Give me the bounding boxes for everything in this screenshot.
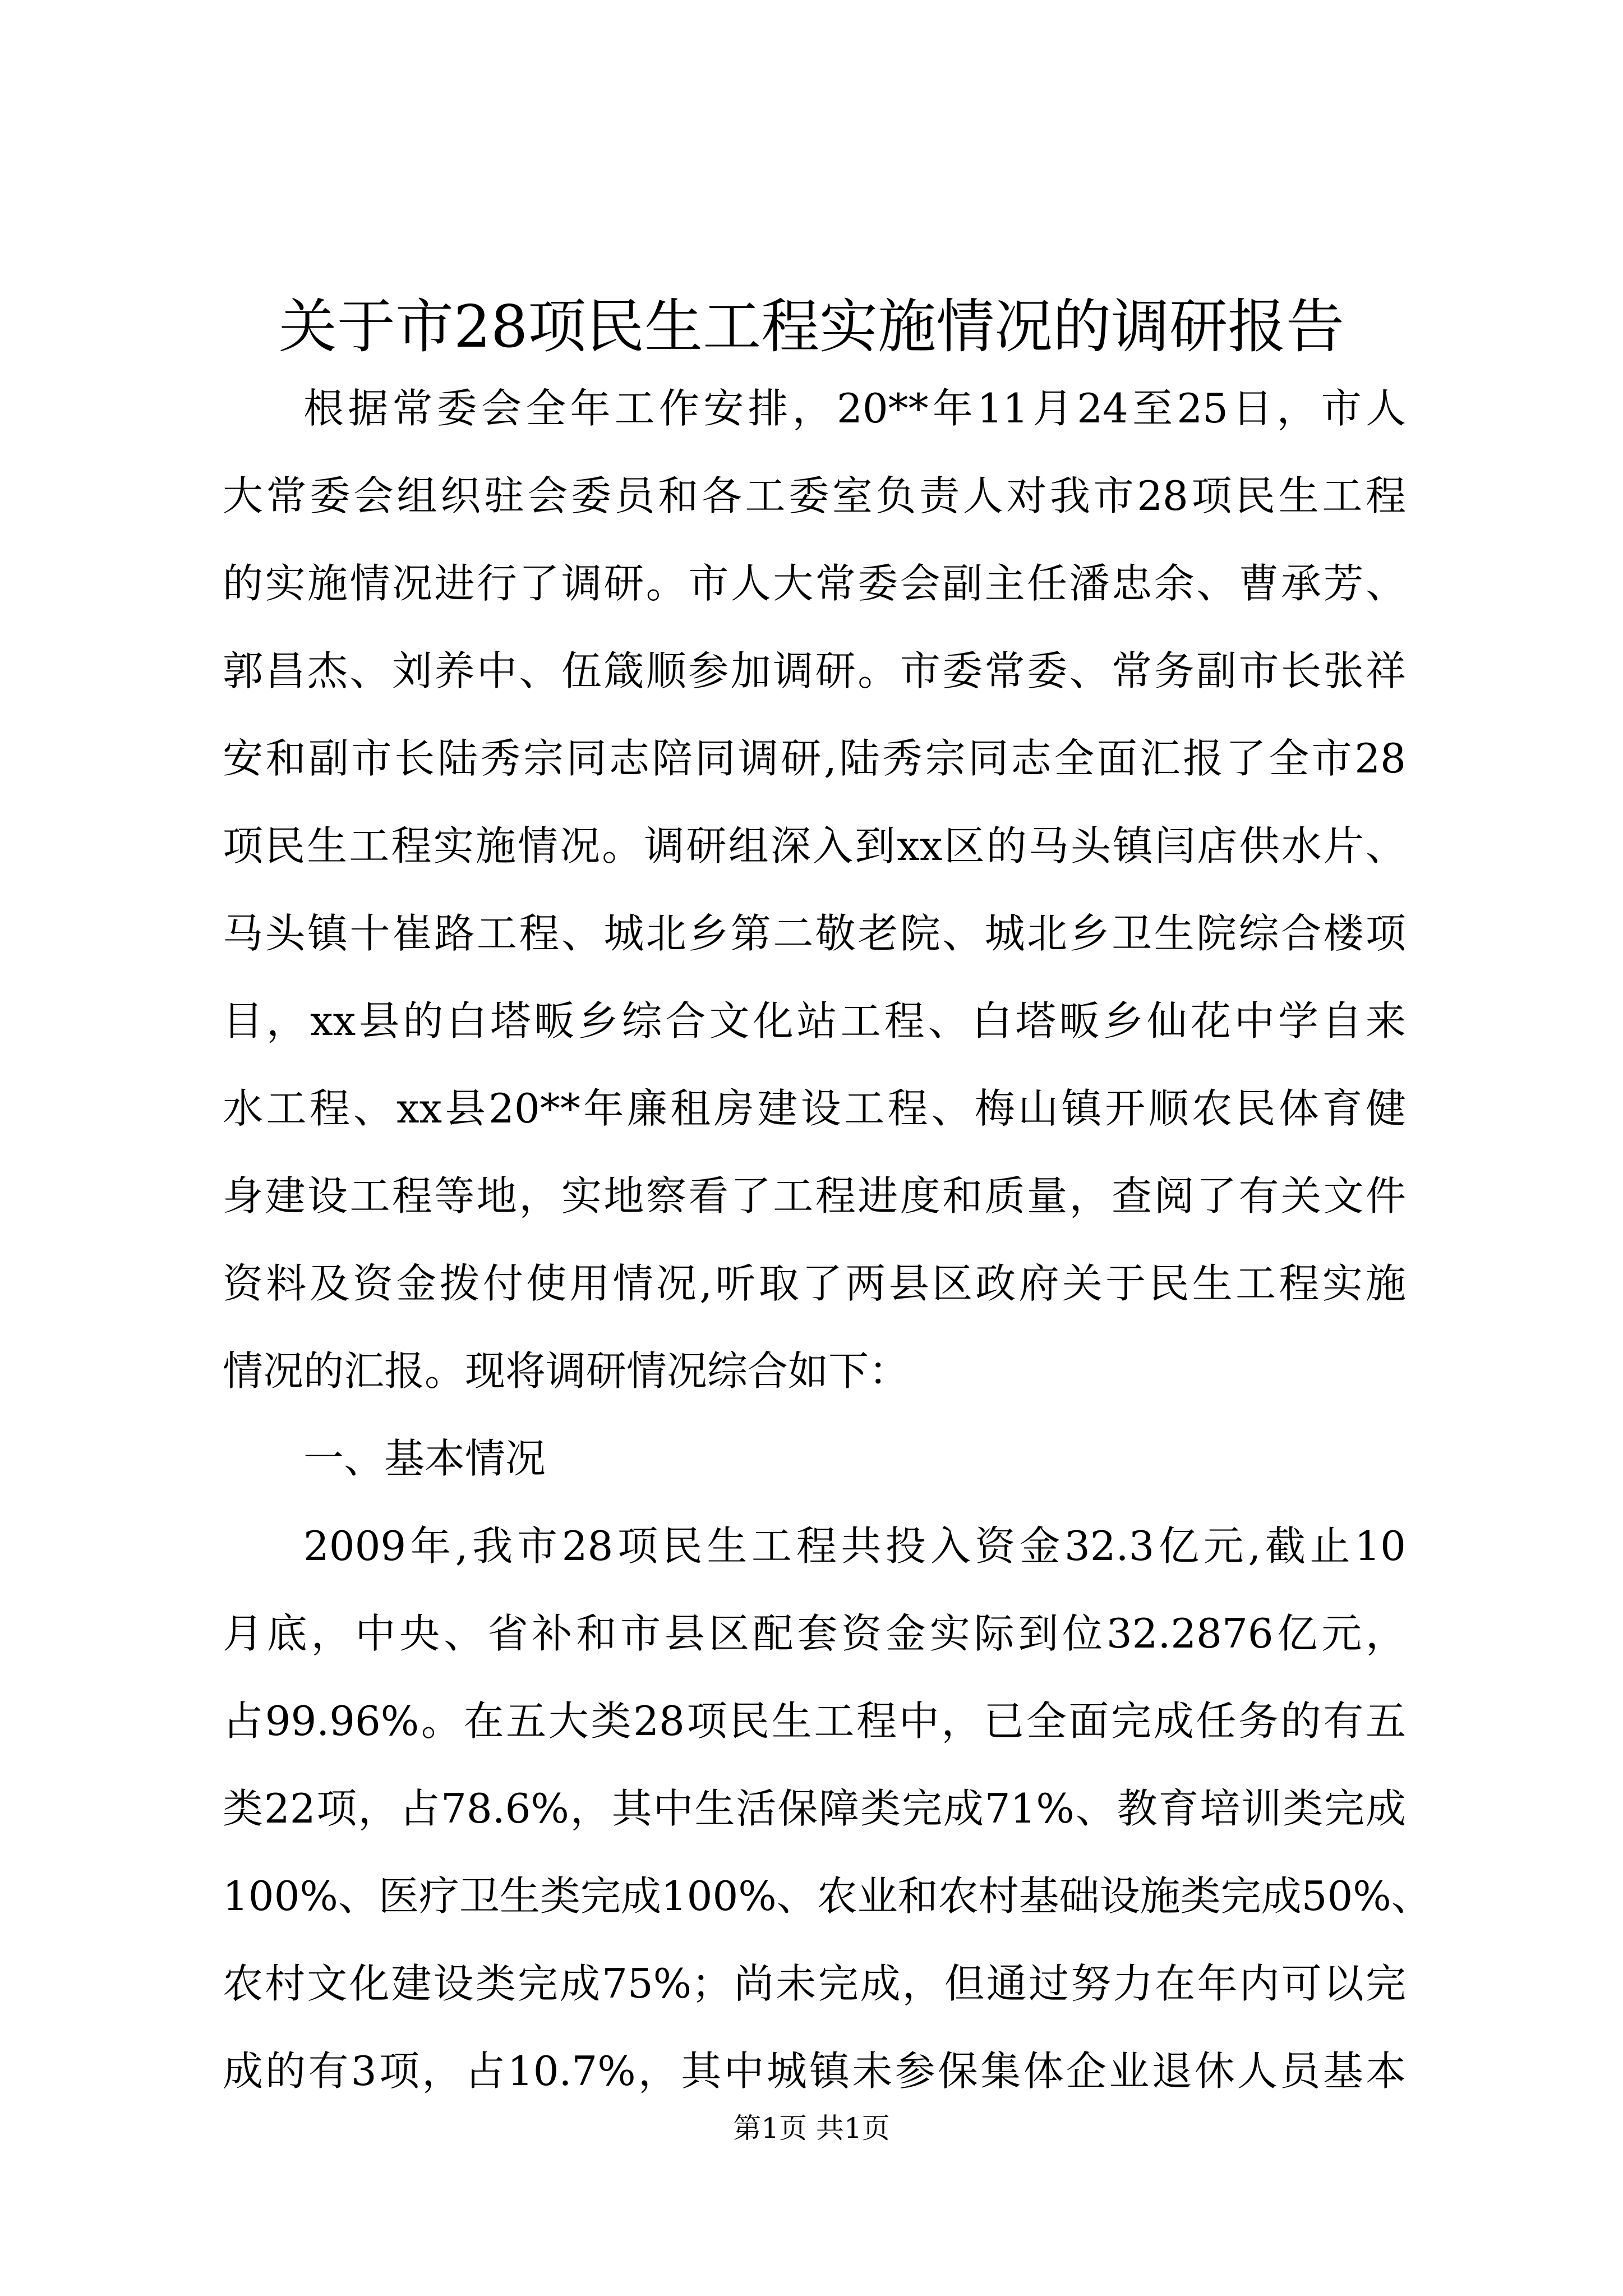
page-footer: 第1页 共1页 (733, 2112, 890, 2145)
paragraph-line: 类22项，占78.6%，其中生活保障类完成71%、教育培训类完成 (223, 1785, 1406, 1832)
paragraph-line: 月底，中央、省补和市县区配套资金实际到位32.2876亿元， (223, 1610, 1406, 1657)
paragraph-line: 安和副市长陆秀宗同志陪同调研,陆秀宗同志全面汇报了全市28 (223, 735, 1406, 782)
paragraph-line: 100%、医疗卫生类完成100%、农业和农村基础设施类完成50%、 (223, 1872, 1432, 1920)
paragraph-line: 马头镇十崔路工程、城北乡第二敬老院、城北乡卫生院综合楼项 (223, 910, 1406, 957)
paragraph-line: 水工程、xx县20**年廉租房建设工程、梅山镇开顺农民体育健 (223, 1085, 1406, 1132)
paragraph-line: 农村文化建设类完成75%；尚未完成，但通过努力在年内可以完 (223, 1960, 1406, 2007)
paragraph-line: 目，xx县的白塔畈乡综合文化站工程、白塔畈乡仙花中学自来 (223, 997, 1406, 1045)
paragraph-line: 项民生工程实施情况。调研组深入到xx区的马头镇闫店供水片、 (223, 822, 1406, 869)
paragraph-line: 的实施情况进行了调研。市人大常委会副主任潘忠余、曹承芳、 (223, 560, 1406, 607)
section-heading: 一、基本情况 (303, 1435, 546, 1482)
paragraph-line: 根据常委会全年工作安排，20**年11月24至25日，市人 (303, 385, 1406, 432)
paragraph-line: 情况的汇报。现将调研情况综合如下： (223, 1347, 910, 1395)
paragraph-line: 成的有3项，占10.7%，其中城镇未参保集体企业退休人员基本 (223, 2047, 1406, 2095)
paragraph-line: 大常委会组织驻会委员和各工委室负责人对我市28项民生工程 (223, 472, 1406, 519)
paragraph-line: 身建设工程等地，实地察看了工程进度和质量，查阅了有关文件 (223, 1172, 1406, 1220)
paragraph-line: 资料及资金拨付使用情况,听取了两县区政府关于民生工程实施 (223, 1260, 1406, 1307)
document-title: 关于市28项民生工程实施情况的调研报告 (278, 292, 1345, 361)
paragraph-line: 2009年,我市28项民生工程共投入资金32.3亿元,截止10 (303, 1522, 1406, 1570)
paragraph-line: 占99.96%。在五大类28项民生工程中，已全面完成任务的有五 (223, 1697, 1406, 1745)
paragraph-line: 郭昌杰、刘养中、伍箴顺参加调研。市委常委、常务副市长张祥 (223, 647, 1406, 694)
